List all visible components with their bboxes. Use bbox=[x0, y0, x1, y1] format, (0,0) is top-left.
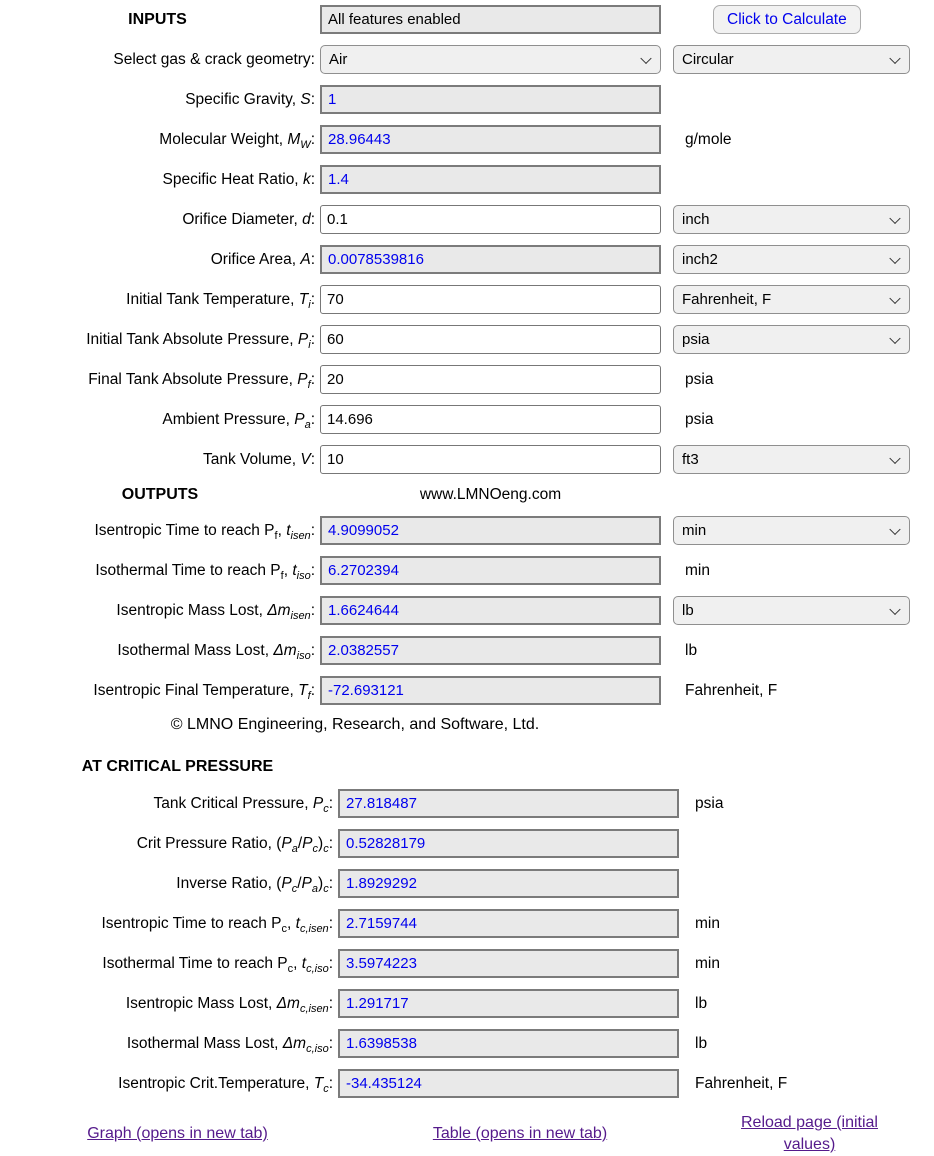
isentropic-crit-temperature-field[interactable] bbox=[338, 1069, 679, 1098]
orifice-diameter-unit-select[interactable] bbox=[673, 205, 910, 234]
field-row bbox=[0, 445, 934, 474]
geometry-select-wrap bbox=[673, 45, 910, 74]
field-row bbox=[0, 676, 934, 705]
field-label: Molecular Weight, $M_W$: bbox=[159, 130, 315, 151]
crit-pressure-ratio-field[interactable] bbox=[338, 829, 679, 858]
tank-volume-unit-select[interactable] bbox=[673, 445, 910, 474]
isothermal-mass-lost-c-unit: lb bbox=[695, 1034, 708, 1052]
field-row bbox=[0, 85, 934, 114]
field-label: Crit Pressure Ratio, $(P_a/P_c)_c$: bbox=[136, 834, 333, 855]
field-row bbox=[0, 365, 934, 394]
initial-tank-pressure-field[interactable] bbox=[320, 325, 661, 354]
field-label: Isentropic Crit.Temperature, $T_c$: bbox=[118, 1074, 333, 1095]
initial-tank-temperature-unit-select[interactable] bbox=[673, 285, 910, 314]
isentropic-final-temperature-unit: Fahrenheit, F bbox=[685, 681, 778, 699]
final-tank-pressure-field[interactable] bbox=[320, 365, 661, 394]
isentropic-mass-lost-unit-select[interactable] bbox=[673, 596, 910, 625]
isentropic-time-pc-unit: min bbox=[695, 914, 720, 932]
specific-gravity-field[interactable] bbox=[320, 85, 661, 114]
isentropic-final-temperature-field[interactable] bbox=[320, 676, 661, 705]
field-label: Ambient Pressure, $P_a$: bbox=[162, 410, 315, 431]
unit-select-wrap bbox=[673, 245, 910, 274]
field-row bbox=[0, 909, 934, 938]
graph-link[interactable]: Graph (opens in new tab) bbox=[87, 1124, 268, 1142]
tank-volume-field[interactable] bbox=[320, 445, 661, 474]
outputs-heading: OUTPUTS bbox=[121, 486, 199, 503]
field-row bbox=[0, 596, 934, 625]
footer-links-row bbox=[0, 1112, 934, 1155]
field-row bbox=[0, 325, 934, 354]
isothermal-time-pf-field[interactable] bbox=[320, 556, 661, 585]
isothermal-time-pf-unit: min bbox=[685, 561, 710, 579]
orifice-area-field[interactable] bbox=[320, 245, 661, 274]
field-row bbox=[0, 989, 934, 1018]
field-label: Initial Tank Temperature, $T_i$: bbox=[126, 290, 315, 311]
field-label: Final Tank Absolute Pressure, $P_f$: bbox=[88, 370, 315, 391]
field-row bbox=[0, 205, 934, 234]
gas-select[interactable] bbox=[320, 45, 661, 74]
isothermal-time-pc-unit: min bbox=[695, 954, 720, 972]
field-label: Orifice Diameter, d: bbox=[182, 210, 315, 228]
critical-pressure-section bbox=[0, 789, 934, 1098]
field-label: Isentropic Time to reach $P_c$, $t_{c,isen}$: bbox=[101, 914, 333, 935]
copyright-text: © LMNO Engineering, Research, and Software, Ltd. bbox=[170, 716, 540, 733]
specific-heat-ratio-field[interactable] bbox=[320, 165, 661, 194]
isentropic-time-pf-unit-select[interactable] bbox=[673, 516, 910, 545]
unit-select-wrap bbox=[673, 285, 910, 314]
molecular-weight-field[interactable] bbox=[320, 125, 661, 154]
field-row bbox=[0, 1069, 934, 1098]
field-label: Inverse Ratio, $(P_c/P_a)_c$: bbox=[176, 874, 333, 895]
field-row bbox=[0, 789, 934, 818]
field-label: Isothermal Time to reach $P_c$, $t_{c,iso}$: bbox=[102, 954, 333, 975]
isentropic-time-pf-field[interactable] bbox=[320, 516, 661, 545]
ambient-pressure-unit: psia bbox=[685, 410, 714, 428]
field-label: Tank Critical Pressure, $P_c$: bbox=[153, 794, 333, 815]
field-row bbox=[0, 516, 934, 545]
isentropic-mass-lost-c-unit: lb bbox=[695, 994, 708, 1012]
inputs-section bbox=[0, 85, 934, 474]
gas-geometry-label: Select gas & crack geometry: bbox=[113, 50, 315, 68]
field-label: Orifice Area, A: bbox=[210, 250, 315, 268]
field-label: Isothermal Mass Lost, $\Delta m_{c,iso}$: bbox=[126, 1034, 333, 1055]
field-row bbox=[0, 556, 934, 585]
field-row bbox=[0, 949, 934, 978]
unit-select-wrap bbox=[673, 325, 910, 354]
field-row bbox=[0, 636, 934, 665]
table-link[interactable]: Table (opens in new tab) bbox=[432, 1124, 608, 1142]
field-row bbox=[0, 1029, 934, 1058]
field-label: Specific Gravity, S: bbox=[185, 90, 315, 108]
field-row bbox=[0, 125, 934, 154]
field-row bbox=[0, 165, 934, 194]
unit-select-wrap bbox=[673, 596, 910, 625]
field-label: Isothermal Mass Lost, $\Delta m_{iso}$: bbox=[117, 641, 315, 662]
orifice-area-unit-select[interactable] bbox=[673, 245, 910, 274]
critical-pressure-heading: AT CRITICAL PRESSURE bbox=[81, 758, 274, 775]
field-row bbox=[0, 285, 934, 314]
outputs-section bbox=[0, 516, 934, 705]
field-row bbox=[0, 245, 934, 274]
gas-select-wrap bbox=[320, 45, 661, 74]
field-label: Isentropic Final Temperature, $T_f$: bbox=[93, 681, 315, 702]
isothermal-mass-lost-unit: lb bbox=[685, 641, 698, 659]
ambient-pressure-field[interactable] bbox=[320, 405, 661, 434]
tank-critical-pressure-unit: psia bbox=[695, 794, 724, 812]
molecular-weight-unit: g/mole bbox=[685, 130, 732, 148]
website-text: www.LMNOeng.com bbox=[419, 486, 562, 503]
calculate-button[interactable]: Click to Calculate bbox=[713, 5, 861, 34]
outputs-header-row bbox=[0, 485, 934, 505]
initial-tank-pressure-unit-select[interactable] bbox=[673, 325, 910, 354]
isentropic-time-pc-field[interactable] bbox=[338, 909, 679, 938]
unit-select-wrap bbox=[673, 205, 910, 234]
inputs-heading: INPUTS bbox=[128, 10, 187, 28]
isothermal-mass-lost-field[interactable] bbox=[320, 636, 661, 665]
field-row bbox=[0, 405, 934, 434]
field-label: Isentropic Time to reach $P_f$, $t_{isen}$: bbox=[94, 521, 315, 542]
gas-geometry-row bbox=[0, 45, 934, 74]
final-tank-pressure-unit: psia bbox=[685, 370, 714, 388]
field-label: Specific Heat Ratio, k: bbox=[162, 170, 315, 188]
isentropic-mass-lost-c-field[interactable] bbox=[338, 989, 679, 1018]
status-field[interactable] bbox=[320, 5, 661, 34]
field-label: Tank Volume, V: bbox=[202, 450, 315, 468]
tank-critical-pressure-field[interactable] bbox=[338, 789, 679, 818]
reload-page-link[interactable]: Reload page (initial values) bbox=[741, 1114, 878, 1153]
field-label: Isentropic Mass Lost, $\Delta m_{isen}$: bbox=[116, 601, 315, 622]
isothermal-mass-lost-c-field[interactable] bbox=[338, 1029, 679, 1058]
geometry-select[interactable] bbox=[673, 45, 910, 74]
isentropic-crit-temperature-unit: Fahrenheit, F bbox=[695, 1074, 788, 1092]
unit-select-wrap bbox=[673, 445, 910, 474]
field-row bbox=[0, 869, 934, 898]
isentropic-mass-lost-field[interactable] bbox=[320, 596, 661, 625]
unit-select-wrap bbox=[673, 516, 910, 545]
field-label: Isentropic Mass Lost, $\Delta m_{c,isen}$: bbox=[125, 994, 333, 1015]
field-row bbox=[0, 829, 934, 858]
inverse-ratio-field[interactable] bbox=[338, 869, 679, 898]
orifice-diameter-field[interactable] bbox=[320, 205, 661, 234]
field-label: Initial Tank Absolute Pressure, $P_i$: bbox=[86, 330, 315, 351]
isothermal-time-pc-field[interactable] bbox=[338, 949, 679, 978]
header-row bbox=[0, 5, 934, 34]
initial-tank-temperature-field[interactable] bbox=[320, 285, 661, 314]
field-label: Isothermal Time to reach $P_f$, $t_{iso}$: bbox=[95, 561, 315, 582]
